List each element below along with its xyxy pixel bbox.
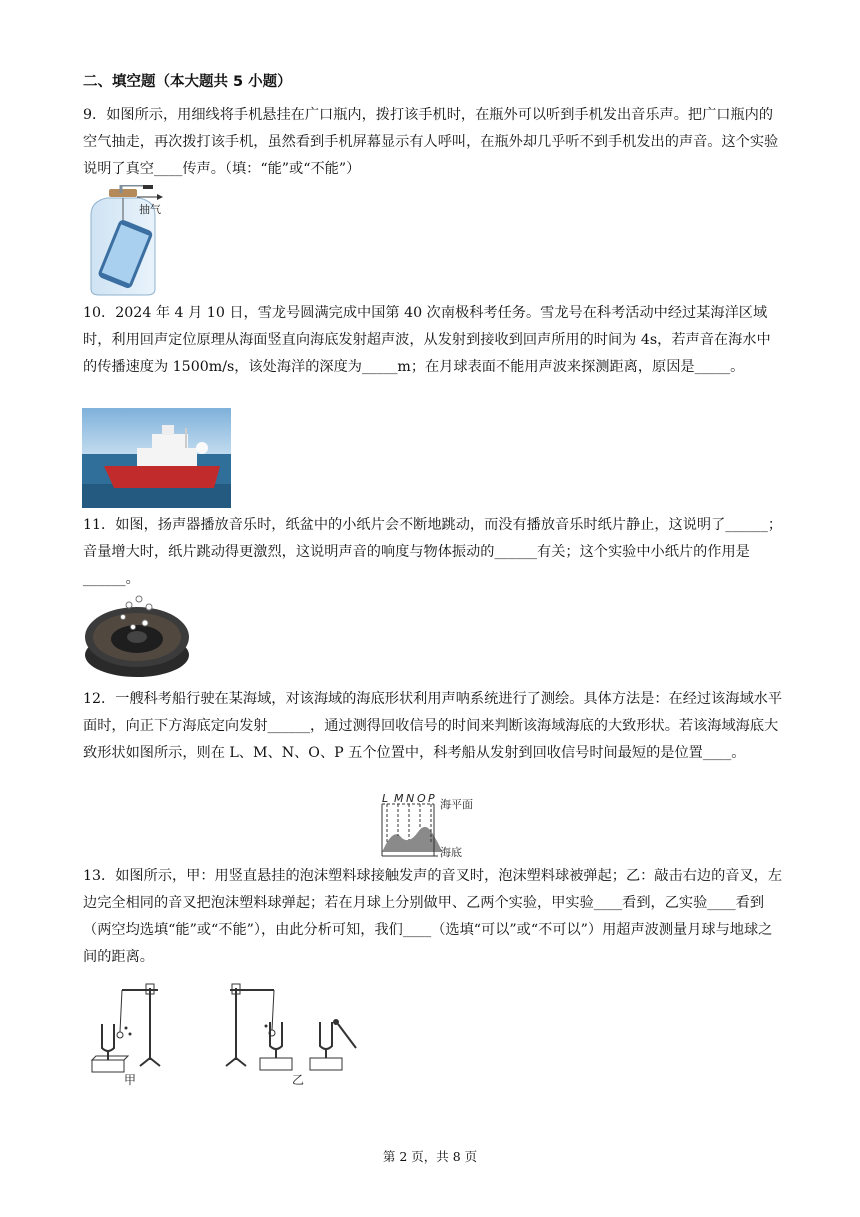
jar-phone-figure xyxy=(83,185,173,297)
tuning-fork-figure-b xyxy=(224,980,364,1092)
section-title: 二、填空题（本大题共 5 小题） xyxy=(83,74,292,90)
point-p: P xyxy=(428,792,435,805)
question-13: 13．如图所示，甲：用竖直悬挂的泡沫塑料球接触发声的音叉时，泡沫塑料球被弹起；乙：敲击右边的音叉，左边完全相同的音叉把泡沫塑料球弹起；若在月球上分别做甲、乙两个实验，甲实验____看到，乙实验____看到（两空均选填“能”或“不能”），由此分析可知，我们____（选填“可以”或“不可以”）用超声波测量月球与地球之间的距离。 xyxy=(83,868,783,965)
point-o: O xyxy=(417,792,426,805)
question-9: 9．如图所示，用细线将手机悬挂在广口瓶内，拨打该手机时，在瓶外可以听到手机发出音乐声。把广口瓶内的空气抽走，再次拨打该手机，虽然看到手机屏幕显示有人呼叫，在瓶外却几乎听不到手机发出的声音。这个实验说明了真空____传声。（填：“能”或“不能”） xyxy=(83,107,779,177)
label-jia: 甲 xyxy=(124,1073,137,1087)
question-10: 10．2024 年 4 月 10 日，雪龙号圆满完成中国第 40 次南极科考任务。雪龙号在科考活动中经过某海洋区域时，利用回声定位原理从海面竖直向海底发射超声波，从发射到接收到回声所用的时间为 4s，若声音在海水中的传播速度为 1500m/s，该处海洋的深度为_____m；在月球表面不能用声波来探测距离，原因是_____。 xyxy=(83,305,771,375)
page-footer: 第 2 页，共 8 页 xyxy=(382,1149,478,1164)
question-11: 11．如图，扬声器播放音乐时，纸盆中的小纸片会不断地跳动，而没有播放音乐时纸片静止，这说明了______；音量增大时，纸片跳动得更激烈，这说明声音的响度与物体振动的______有关；这个实验中小纸片的作用是______。 xyxy=(83,517,783,587)
label-yi: 乙 xyxy=(292,1073,305,1087)
point-m: M xyxy=(394,792,404,805)
sea-bottom-label: 海底 xyxy=(440,846,462,859)
tuning-fork-figure-a xyxy=(88,980,168,1092)
suction-label: 抽气 xyxy=(139,203,161,216)
seabed-figure xyxy=(378,790,488,862)
speaker-figure xyxy=(83,593,193,683)
question-12: 12．一艘科考船行驶在某海域，对该海域的海底形状利用声呐系统进行了测绘。具体方法是：在经过该海域水平面时，向正下方海底定向发射______，通过测得回收信号的时间来判断该海域海底的大致形状。若该海域海底大致形状如图所示，则在 L、M、N、O、P 五个位置中，科考船从发射到回收信号时间最短的是位置____。 xyxy=(83,691,783,761)
icebreaker-ship-photo xyxy=(82,408,231,508)
point-l: L xyxy=(382,792,389,805)
sea-surface-label: 海平面 xyxy=(440,798,473,811)
point-n: N xyxy=(406,792,415,805)
